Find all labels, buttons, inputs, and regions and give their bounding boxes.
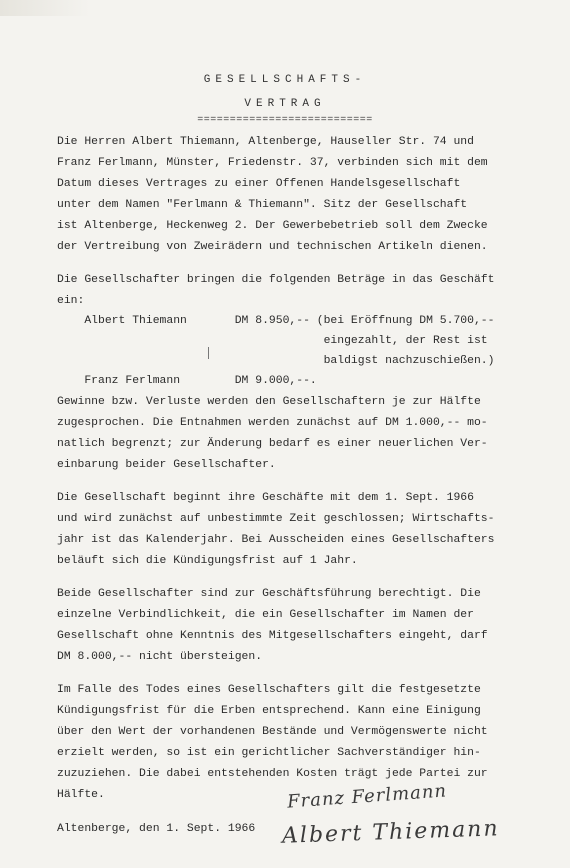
contribution-line: Albert Thiemann DM 8.950,-- (bei Eröffnung DM 5.700,-- <box>57 315 495 327</box>
document-title-line1: GESELLSCHAFTS- <box>203 74 367 86</box>
text-line: natlich begrenzt; zur Änderung bedarf es einer neuerlichen Ver- <box>57 438 488 450</box>
text-line: Die Gesellschafter bringen die folgenden Beträge in das Geschäft <box>57 274 495 286</box>
text-line: Datum dieses Vertrages zu einer Offenen Handelsgesellschaft <box>57 178 461 190</box>
text-line: DM 8.000,-- nicht übersteigen. <box>57 651 263 663</box>
text-line: und wird zunächst auf unbestimmte Zeit geschlossen; Wirtschafts- <box>57 513 495 525</box>
text-line: erzielt werden, so ist ein gerichtlicher Sachverständiger hin- <box>57 747 481 759</box>
text-line: Kündigungsfrist für die Erben entsprechend. Kann eine Einigung <box>57 705 481 717</box>
text-line: jahr ist das Kalenderjahr. Bei Ausscheiden eines Gesellschafters <box>57 534 495 546</box>
document-title-line2: VERTRAG <box>244 98 326 110</box>
text-line: Hälfte. <box>57 789 105 801</box>
text-line: Die Herren Albert Thiemann, Altenberge, Hauseller Str. 74 und <box>57 136 474 148</box>
contribution-line: Franz Ferlmann DM 9.000,--. <box>57 375 317 387</box>
text-line: über den Wert der vorhandenen Bestände und Vermögenswerte nicht <box>57 726 488 738</box>
text-line: einbarung beider Gesellschafter. <box>57 459 276 471</box>
text-line: Die Gesellschaft beginnt ihre Geschäfte mit dem 1. Sept. 1966 <box>57 492 474 504</box>
text-line: ist Altenberge, Heckenweg 2. Der Gewerbebetrieb soll dem Zwecke <box>57 220 488 232</box>
text-line: einzelne Verbindlichkeit, die ein Gesellschafter im Namen der <box>57 609 474 621</box>
text-line: zugesprochen. Die Entnahmen werden zunächst auf DM 1.000,-- mo- <box>57 417 488 429</box>
text-line: zuzuziehen. Die dabei entstehenden Kosten trägt jede Partei zur <box>57 768 488 780</box>
text-line: Gesellschaft ohne Kenntnis des Mitgesellschafters eingeht, darf <box>57 630 488 642</box>
pencil-mark <box>208 347 215 359</box>
text-line: unter dem Namen "Ferlmann & Thiemann". Sitz der Gesellschaft <box>57 199 468 211</box>
text-line: der Vertreibung von Zweirädern und technischen Artikeln dienen. <box>57 241 488 253</box>
text-line: ein: <box>57 295 85 307</box>
scan-smudge <box>0 0 90 16</box>
text-line: Franz Ferlmann, Münster, Friedenstr. 37, verbinden sich mit dem <box>57 157 488 169</box>
title-underline: =========================== <box>197 115 373 126</box>
text-line: Gewinne bzw. Verluste werden den Gesellschaftern je zur Hälfte <box>57 396 481 408</box>
text-line: Beide Gesellschafter sind zur Geschäftsführung berechtigt. Die <box>57 588 481 600</box>
contribution-line: eingezahlt, der Rest ist <box>57 335 488 347</box>
text-line: Im Falle des Todes eines Gesellschafters gilt die festgesetzte <box>57 684 481 696</box>
text-line: beläuft sich die Kündigungsfrist auf 1 Jahr. <box>57 555 358 567</box>
signature-albert-thiemann: Albert Thiemann <box>281 816 500 849</box>
signature-franz-ferlmann: Franz Ferlmann <box>286 780 448 813</box>
contribution-line: baldigst nachzuschießen.) <box>57 355 495 367</box>
place-date-line: Altenberge, den 1. Sept. 1966 <box>57 823 256 835</box>
